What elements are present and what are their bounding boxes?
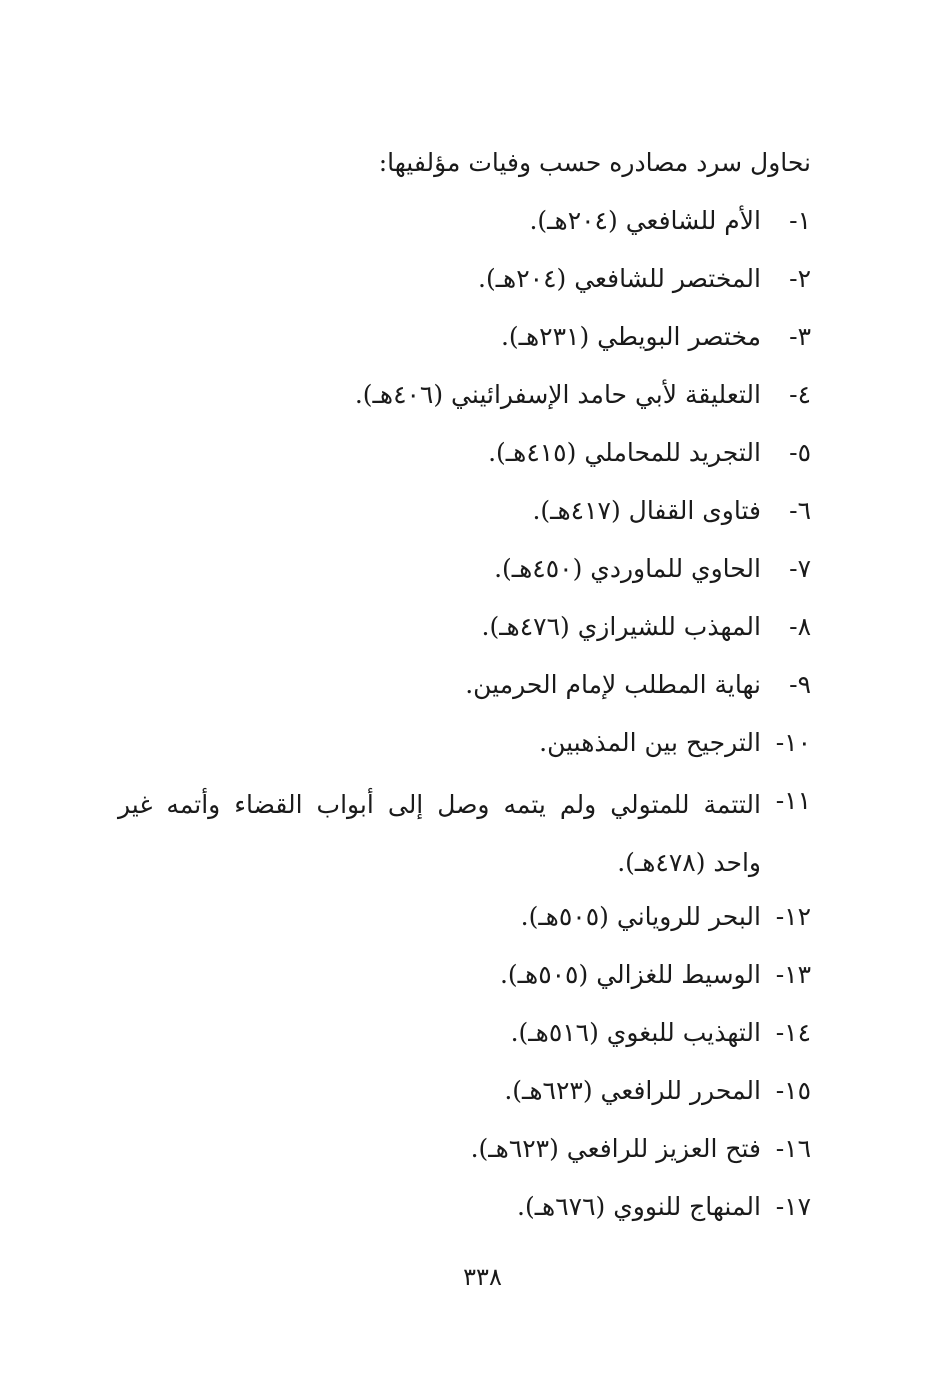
- item-text: فتح العزيز للرافعي (٦٢٣هـ).: [470, 1134, 761, 1163]
- item-text: المنهاج للنووي (٦٧٦هـ).: [517, 1192, 761, 1221]
- list-item: [118, 370, 811, 428]
- list-item: [118, 718, 811, 776]
- list-item: [118, 486, 811, 544]
- list-item: [118, 950, 811, 1008]
- item-number: ١١-: [775, 786, 811, 815]
- page-number: ٣٣٨: [463, 1263, 502, 1291]
- list-item: [118, 312, 811, 370]
- item-number: ٤-: [789, 380, 811, 409]
- list-item: [118, 602, 811, 660]
- item-number: ١-: [789, 206, 811, 235]
- item-number: ١٥-: [775, 1076, 811, 1105]
- list-item: [118, 1124, 811, 1182]
- item-number: ٥-: [789, 438, 811, 467]
- item-text: المهذب للشيرازي (٤٧٦هـ).: [481, 612, 761, 641]
- item-number: ١٦-: [775, 1134, 811, 1163]
- list-item: [118, 1182, 811, 1240]
- list-item: [118, 428, 811, 486]
- item-text: البحر للروياني (٥٠٥هـ).: [520, 902, 761, 931]
- item-text: مختصر البويطي (٢٣١هـ).: [500, 322, 761, 351]
- item-text: التعليقة لأبي حامد الإسفرائيني (٤٠٦هـ).: [354, 380, 761, 409]
- item-text: المختصر للشافعي (٢٠٤هـ).: [478, 264, 761, 293]
- list-item: [118, 196, 811, 254]
- item-text: فتاوى القفال (٤١٧هـ).: [532, 496, 761, 525]
- item-text: التجريد للمحاملي (٤١٥هـ).: [488, 438, 761, 467]
- item-number: ١٣-: [775, 960, 811, 989]
- item-text: الترجيح بين المذهبين.: [539, 728, 761, 757]
- list-item: [118, 892, 811, 950]
- list-item: [118, 660, 811, 718]
- intro-paragraph: نحاول سرد مصادره حسب وفيات مؤلفيها:: [378, 148, 811, 177]
- item-text: التهذيب للبغوي (٥١٦هـ).: [510, 1018, 761, 1047]
- item-text: الأم للشافعي (٢٠٤هـ).: [529, 206, 761, 235]
- item-number: ٨-: [789, 612, 811, 641]
- item-number: ٣-: [789, 322, 811, 351]
- item-text: نهاية المطلب لإمام الحرمين.: [465, 670, 761, 699]
- item-number: ١٢-: [775, 902, 811, 931]
- item-number: ١٧-: [775, 1192, 811, 1221]
- text-block: [118, 138, 811, 1240]
- item-number: ٩-: [789, 670, 811, 699]
- item-text: التتمة للمتولي ولم يتمه وصل إلى أبواب القضاء وأتمه غير واحد (٤٧٨هـ).: [118, 790, 761, 877]
- list-item: [118, 254, 811, 312]
- item-text: الوسيط للغزالي (٥٠٥هـ).: [499, 960, 761, 989]
- item-number: ١٠-: [775, 728, 811, 757]
- item-text: الحاوي للماوردي (٤٥٠هـ).: [494, 554, 761, 583]
- list-item: [118, 544, 811, 602]
- item-number: ٦-: [789, 496, 811, 525]
- item-number: ٧-: [789, 554, 811, 583]
- item-number: ٢-: [789, 264, 811, 293]
- item-text: المحرر للرافعي (٦٢٣هـ).: [504, 1076, 761, 1105]
- list-item: [118, 776, 811, 892]
- item-number: ١٤-: [775, 1018, 811, 1047]
- list-item: [118, 1066, 811, 1124]
- list-item: [118, 1008, 811, 1066]
